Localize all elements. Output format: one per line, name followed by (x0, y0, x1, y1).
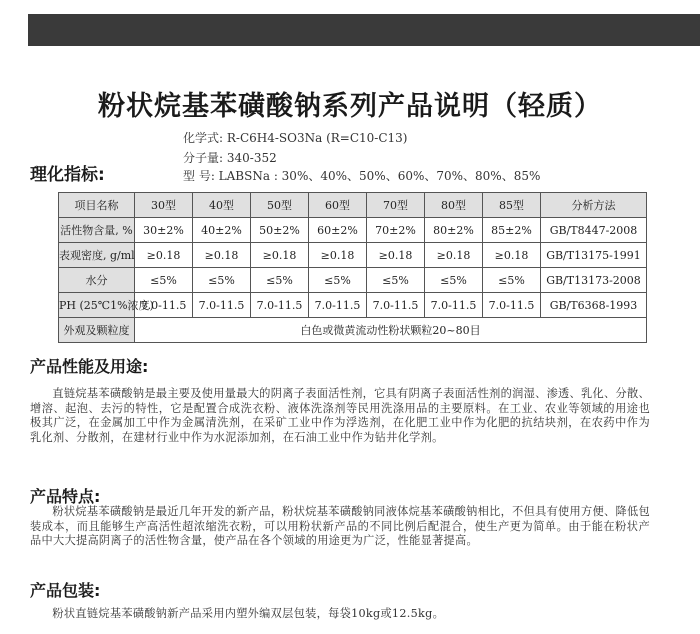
table-cell: ≤5% (425, 268, 483, 293)
table-cell: ≥0.18 (425, 243, 483, 268)
table-cell: ≤5% (135, 268, 193, 293)
table-header-cell: 分析方法 (541, 193, 647, 218)
table-cell: 7.0-11.5 (309, 293, 367, 318)
spec-table (58, 192, 647, 343)
page-title: 粉状烷基苯磺酸钠系列产品说明（轻质） (98, 91, 602, 122)
header-bar (28, 14, 700, 46)
table-cell: ≤5% (193, 268, 251, 293)
table-cell: 50±2% (251, 218, 309, 243)
table-row (59, 268, 647, 293)
row-label: 外观及颗粒度 (59, 318, 135, 343)
features-paragraph: 粉状烷基苯磺酸钠是最近几年开发的新产品，粉状烷基苯磺酸钠同液体烷基苯磺酸钠相比，不但具有使用方便、降低包装成本，而且能够生产高活性超浓缩洗衣粉，可以用粉状新产品的不同比例后配混合，使生产更为简单。由于能在粉状产品中大大提高阴离子的活性物含量，使产品在各个领域的用途更为广泛，性能显著提高。 (30, 505, 650, 548)
section-heading-features: 产品特点: (30, 487, 101, 506)
section-heading-packaging: 产品包装: (30, 581, 101, 600)
row-label: 表观密度, g/ml (59, 243, 135, 268)
table-cell: 7.0-11.5 (483, 293, 541, 318)
molecular-weight: 分子量: 340-352 (183, 151, 277, 165)
table-cell: ≥0.18 (309, 243, 367, 268)
table-cell: ≤5% (367, 268, 425, 293)
table-header-cell: 70型 (367, 193, 425, 218)
chemical-formula: 化学式: R-C6H4-SO3Na (R=C10-C13) (183, 131, 408, 145)
performance-paragraph: 直链烷基苯磺酸钠是最主要及使用量最大的阴离子表面活性剂，它具有阴离子表面活性剂的润湿、渗透、乳化、分散、增溶、起泡、去污的特性，它是配置合成洗衣粉、液体洗涤剂等民用洗涤用品的主要原料。在工业、农业等领域的用途也极其广泛，在金属加工中作为金属清洗剂，在采矿工业中作为浮选剂，在化肥工业中作为化肥的抗结块剂，在农药中作为乳化剂、分散剂，在建材行业中作为水泥添加剂，在石油工业中作为钻井化学剂。 (30, 387, 650, 444)
appearance-value: 白色或微黄流动性粉状颗粒20~80目 (135, 318, 647, 343)
row-label: PH (25℃1%浓度) (59, 293, 135, 318)
table-cell: 7.0-11.5 (251, 293, 309, 318)
table-row-appearance (59, 318, 647, 343)
table-cell: 7.0-11.5 (135, 293, 193, 318)
table-cell: GB/T13175-1991 (541, 243, 647, 268)
table-cell: ≤5% (483, 268, 541, 293)
table-cell: 7.0-11.5 (193, 293, 251, 318)
table-cell: 70±2% (367, 218, 425, 243)
table-cell: 30±2% (135, 218, 193, 243)
table-cell: GB/T13173-2008 (541, 268, 647, 293)
table-cell: ≤5% (309, 268, 367, 293)
table-cell: 60±2% (309, 218, 367, 243)
table-header-row (59, 193, 647, 218)
table-row (59, 218, 647, 243)
table-row (59, 243, 647, 268)
section-heading-specs: 理化指标: (30, 165, 105, 185)
table-header-cell: 80型 (425, 193, 483, 218)
table-cell: ≥0.18 (193, 243, 251, 268)
table-cell: 85±2% (483, 218, 541, 243)
table-header-cell: 30型 (135, 193, 193, 218)
table-cell: 40±2% (193, 218, 251, 243)
table-header-cell: 85型 (483, 193, 541, 218)
table-header-cell: 60型 (309, 193, 367, 218)
model-list: 型 号: LABSNa : 30%、40%、50%、60%、70%、80%、85% (183, 169, 541, 183)
table-cell: GB/T6368-1993 (541, 293, 647, 318)
table-cell: 80±2% (425, 218, 483, 243)
table-row (59, 293, 647, 318)
table-cell: GB/T8447-2008 (541, 218, 647, 243)
table-header-cell: 50型 (251, 193, 309, 218)
table-cell: ≥0.18 (483, 243, 541, 268)
table-header-cell: 项目名称 (59, 193, 135, 218)
table-header-cell: 40型 (193, 193, 251, 218)
packaging-paragraph: 粉状直链烷基苯磺酸钠新产品采用内塑外编双层包装，每袋10kg或12.5kg。 (52, 607, 445, 620)
table-cell: ≥0.18 (135, 243, 193, 268)
row-label: 水分 (59, 268, 135, 293)
table-cell: ≤5% (251, 268, 309, 293)
table-cell: ≥0.18 (251, 243, 309, 268)
row-label: 活性物含量, % (59, 218, 135, 243)
section-heading-performance: 产品性能及用途: (30, 357, 149, 376)
table-cell: 7.0-11.5 (425, 293, 483, 318)
table-cell: 7.0-11.5 (367, 293, 425, 318)
table-cell: ≥0.18 (367, 243, 425, 268)
